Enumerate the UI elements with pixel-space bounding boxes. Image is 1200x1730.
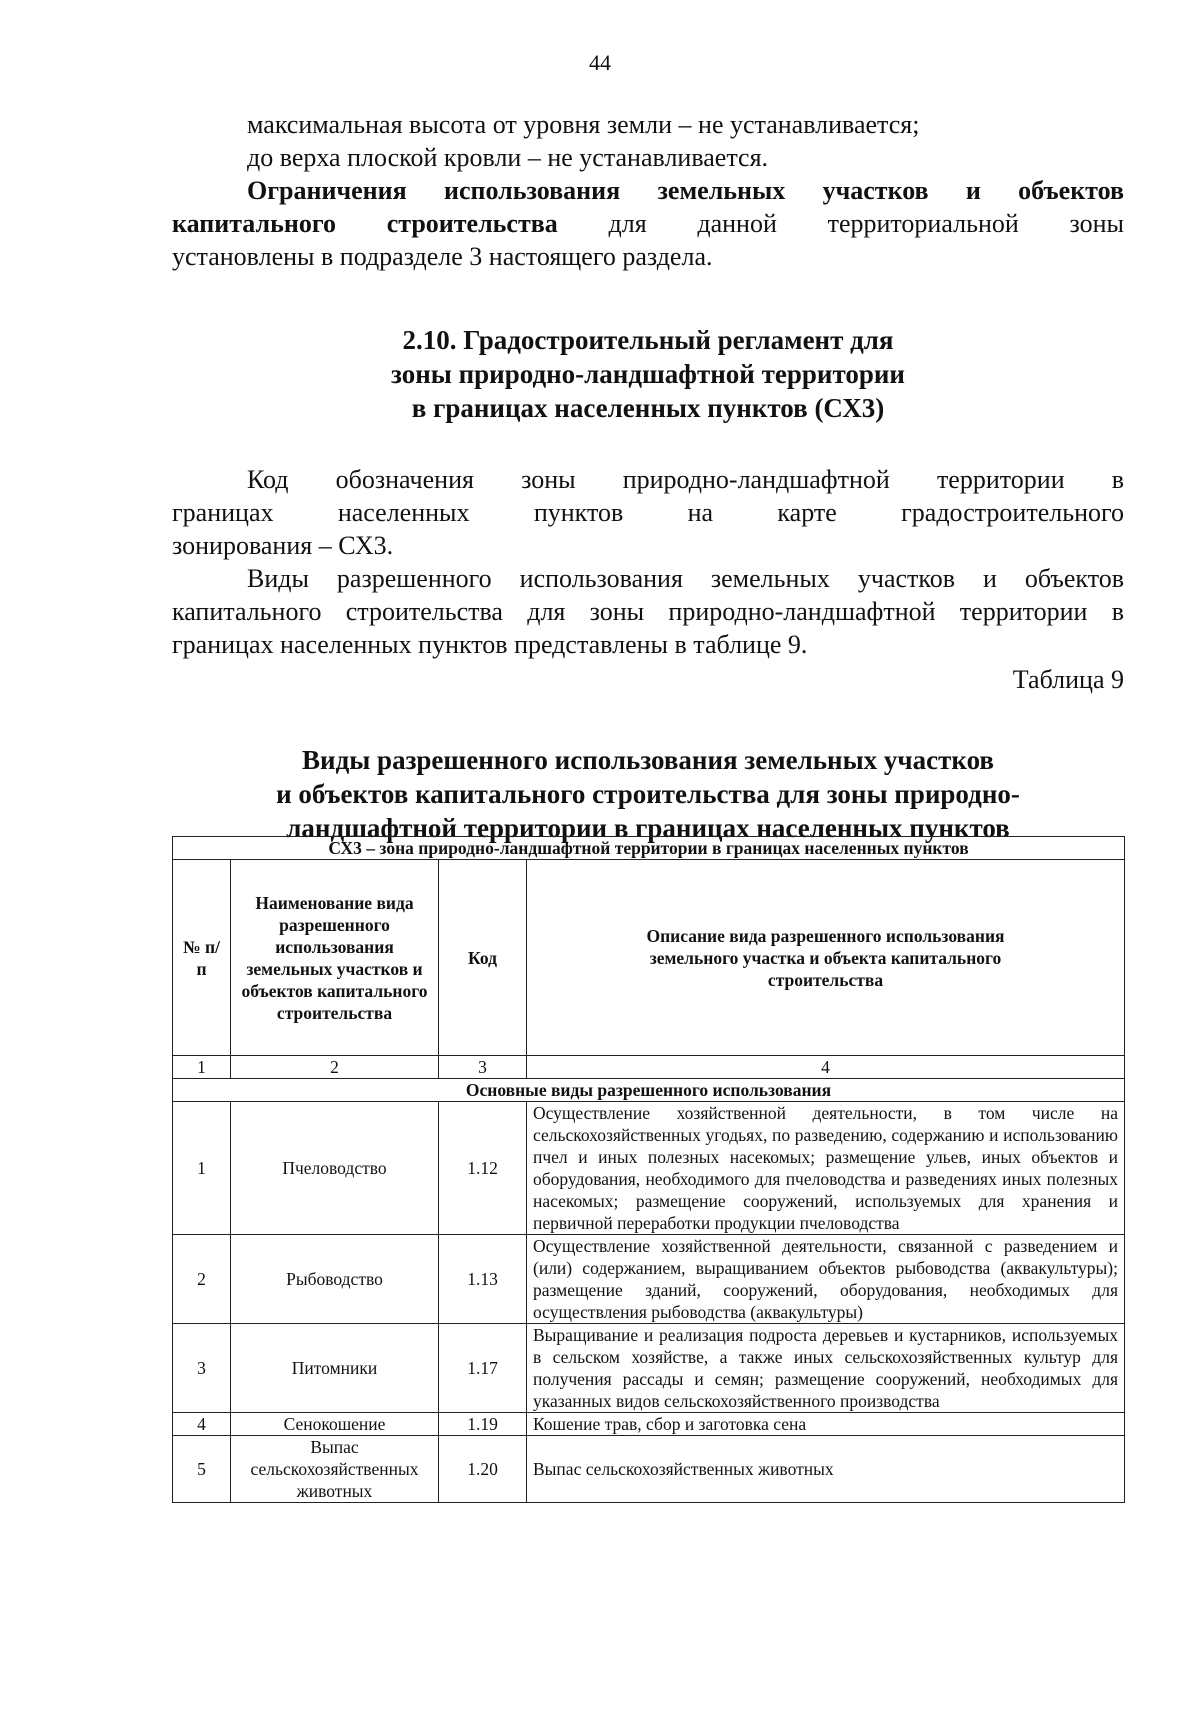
row-code: 1.13 bbox=[439, 1235, 527, 1324]
row-number: 5 bbox=[173, 1436, 231, 1503]
row-code: 1.19 bbox=[439, 1413, 527, 1436]
zone-code-line-3: зонирования – СХ3. bbox=[172, 531, 394, 560]
col-header-description: Описание вида разрешенного использования земельного участка и объекта капитального строительства bbox=[527, 860, 1125, 1056]
table-row bbox=[173, 1235, 1125, 1324]
row-description: Кошение трав, сбор и заготовка сена bbox=[527, 1413, 1125, 1436]
row-code: 1.12 bbox=[439, 1102, 527, 1235]
row-description: Выращивание и реализация подроста деревьев и кустарников, используемых в сельском хозяйстве, а также иных сельскохозяйственных культур для получения рассады и семян; размещение сооружений, необходимых для указанных видов сельскохозяйственного производства bbox=[527, 1324, 1125, 1413]
column-number-row bbox=[173, 1056, 1125, 1079]
row-code: 1.20 bbox=[439, 1436, 527, 1503]
row-number: 3 bbox=[173, 1324, 231, 1413]
row-name: Сенокошение bbox=[231, 1413, 439, 1436]
row-number: 2 bbox=[173, 1235, 231, 1324]
row-description: Осуществление хозяйственной деятельности, в том числе на сельскохозяйственных угодьях, по разведению, содержанию и использованию пчел и иных полезных насекомых; размещение ульев, иных объектов и оборудования, необходимого для пчеловодства и разведениях иных полезных насекомых; размещение сооружений, используемых для хранения и первичной переработки продукции пчеловодства bbox=[527, 1102, 1125, 1235]
col-header-number: № п/п bbox=[173, 860, 231, 1056]
section-title-line-3: в границах населенных пунктов (СХ3) bbox=[411, 393, 885, 423]
col-header-name: Наименование вида разрешенного использования земельных участков и объектов капитального строительства bbox=[231, 860, 439, 1056]
table-title-line-2: и объектов капитального строительства для зоны природно- bbox=[276, 779, 1020, 809]
row-name: Выпас сельскохозяйственных животных bbox=[231, 1436, 439, 1503]
row-number: 4 bbox=[173, 1413, 231, 1436]
row-name: Питомники bbox=[231, 1324, 439, 1413]
zone-header-row bbox=[173, 837, 1125, 860]
restrictions-line-1 bbox=[172, 174, 1124, 207]
zone-header: СХ3 – зона природно-ландшафтной территории в границах населенных пунктов bbox=[173, 837, 1125, 860]
page-number: 44 bbox=[589, 50, 611, 75]
restrictions-line-2 bbox=[172, 207, 1124, 240]
row-name: Пчеловодство bbox=[231, 1102, 439, 1235]
col-number-3: 3 bbox=[439, 1056, 527, 1079]
row-name: Рыбоводство bbox=[231, 1235, 439, 1324]
row-code: 1.17 bbox=[439, 1324, 527, 1413]
table-title bbox=[172, 743, 1124, 845]
intro-line-2: до верха плоской кровли – не устанавливается. bbox=[247, 143, 769, 172]
section-title-line-1: 2.10. Градостроительный регламент для bbox=[402, 325, 894, 355]
table-row bbox=[173, 1413, 1125, 1436]
restrictions-bold-2: капитального строительства bbox=[172, 209, 558, 238]
col-number-4: 4 bbox=[527, 1056, 1125, 1079]
col-header-code: Код bbox=[439, 860, 527, 1056]
table-title-line-1: Виды разрешенного использования земельных участков bbox=[302, 745, 994, 775]
column-header-row bbox=[173, 860, 1125, 1056]
restrictions-rest-2: для данной территориальной зоны bbox=[557, 209, 1124, 238]
section-title bbox=[172, 323, 1124, 425]
col-number-1: 1 bbox=[173, 1056, 231, 1079]
table-row bbox=[173, 1324, 1125, 1413]
section-title-line-2: зоны природно-ландшафтной территории bbox=[391, 359, 905, 389]
table-label: Таблица 9 bbox=[1012, 665, 1124, 694]
col-number-2: 2 bbox=[231, 1056, 439, 1079]
row-number: 1 bbox=[173, 1102, 231, 1235]
group-title: Основные виды разрешенного использования bbox=[173, 1079, 1125, 1102]
permitted-uses-table bbox=[172, 836, 1125, 1503]
row-description: Осуществление хозяйственной деятельности, связанной с разведением и (или) содержанием, выращиванием объектов рыбоводства (аквакультуры); размещение зданий, сооружений, оборудования, необходимых для осуществления рыбоводства (аквакультуры) bbox=[527, 1235, 1125, 1324]
table-row bbox=[173, 1436, 1125, 1503]
zone-code-line-2: границах населенных пунктов на карте градостроительного bbox=[172, 498, 1124, 527]
table-row bbox=[173, 1102, 1125, 1235]
intro-line-1: максимальная высота от уровня земли – не устанавливается; bbox=[247, 110, 920, 139]
table-title-line-3: ландшафтной территории в границах населенных пунктов bbox=[286, 813, 1010, 843]
zone-code-line-1: Код обозначения зоны природно-ландшафтной территории в bbox=[247, 465, 1124, 494]
permitted-uses-paragraph: Виды разрешенного использования земельных участков и объектов капитального строительства для зоны природно-ландшафтной территории в границах населенных пунктов представлены в таблице 9. bbox=[172, 564, 1124, 659]
restrictions-line-3: установлены в подразделе 3 настоящего раздела. bbox=[172, 242, 713, 271]
row-description: Выпас сельскохозяйственных животных bbox=[527, 1436, 1125, 1503]
document-body bbox=[172, 108, 1124, 845]
group-title-row bbox=[173, 1079, 1125, 1102]
restrictions-bold-1: Ограничения использования земельных участков и объектов bbox=[247, 176, 1124, 205]
